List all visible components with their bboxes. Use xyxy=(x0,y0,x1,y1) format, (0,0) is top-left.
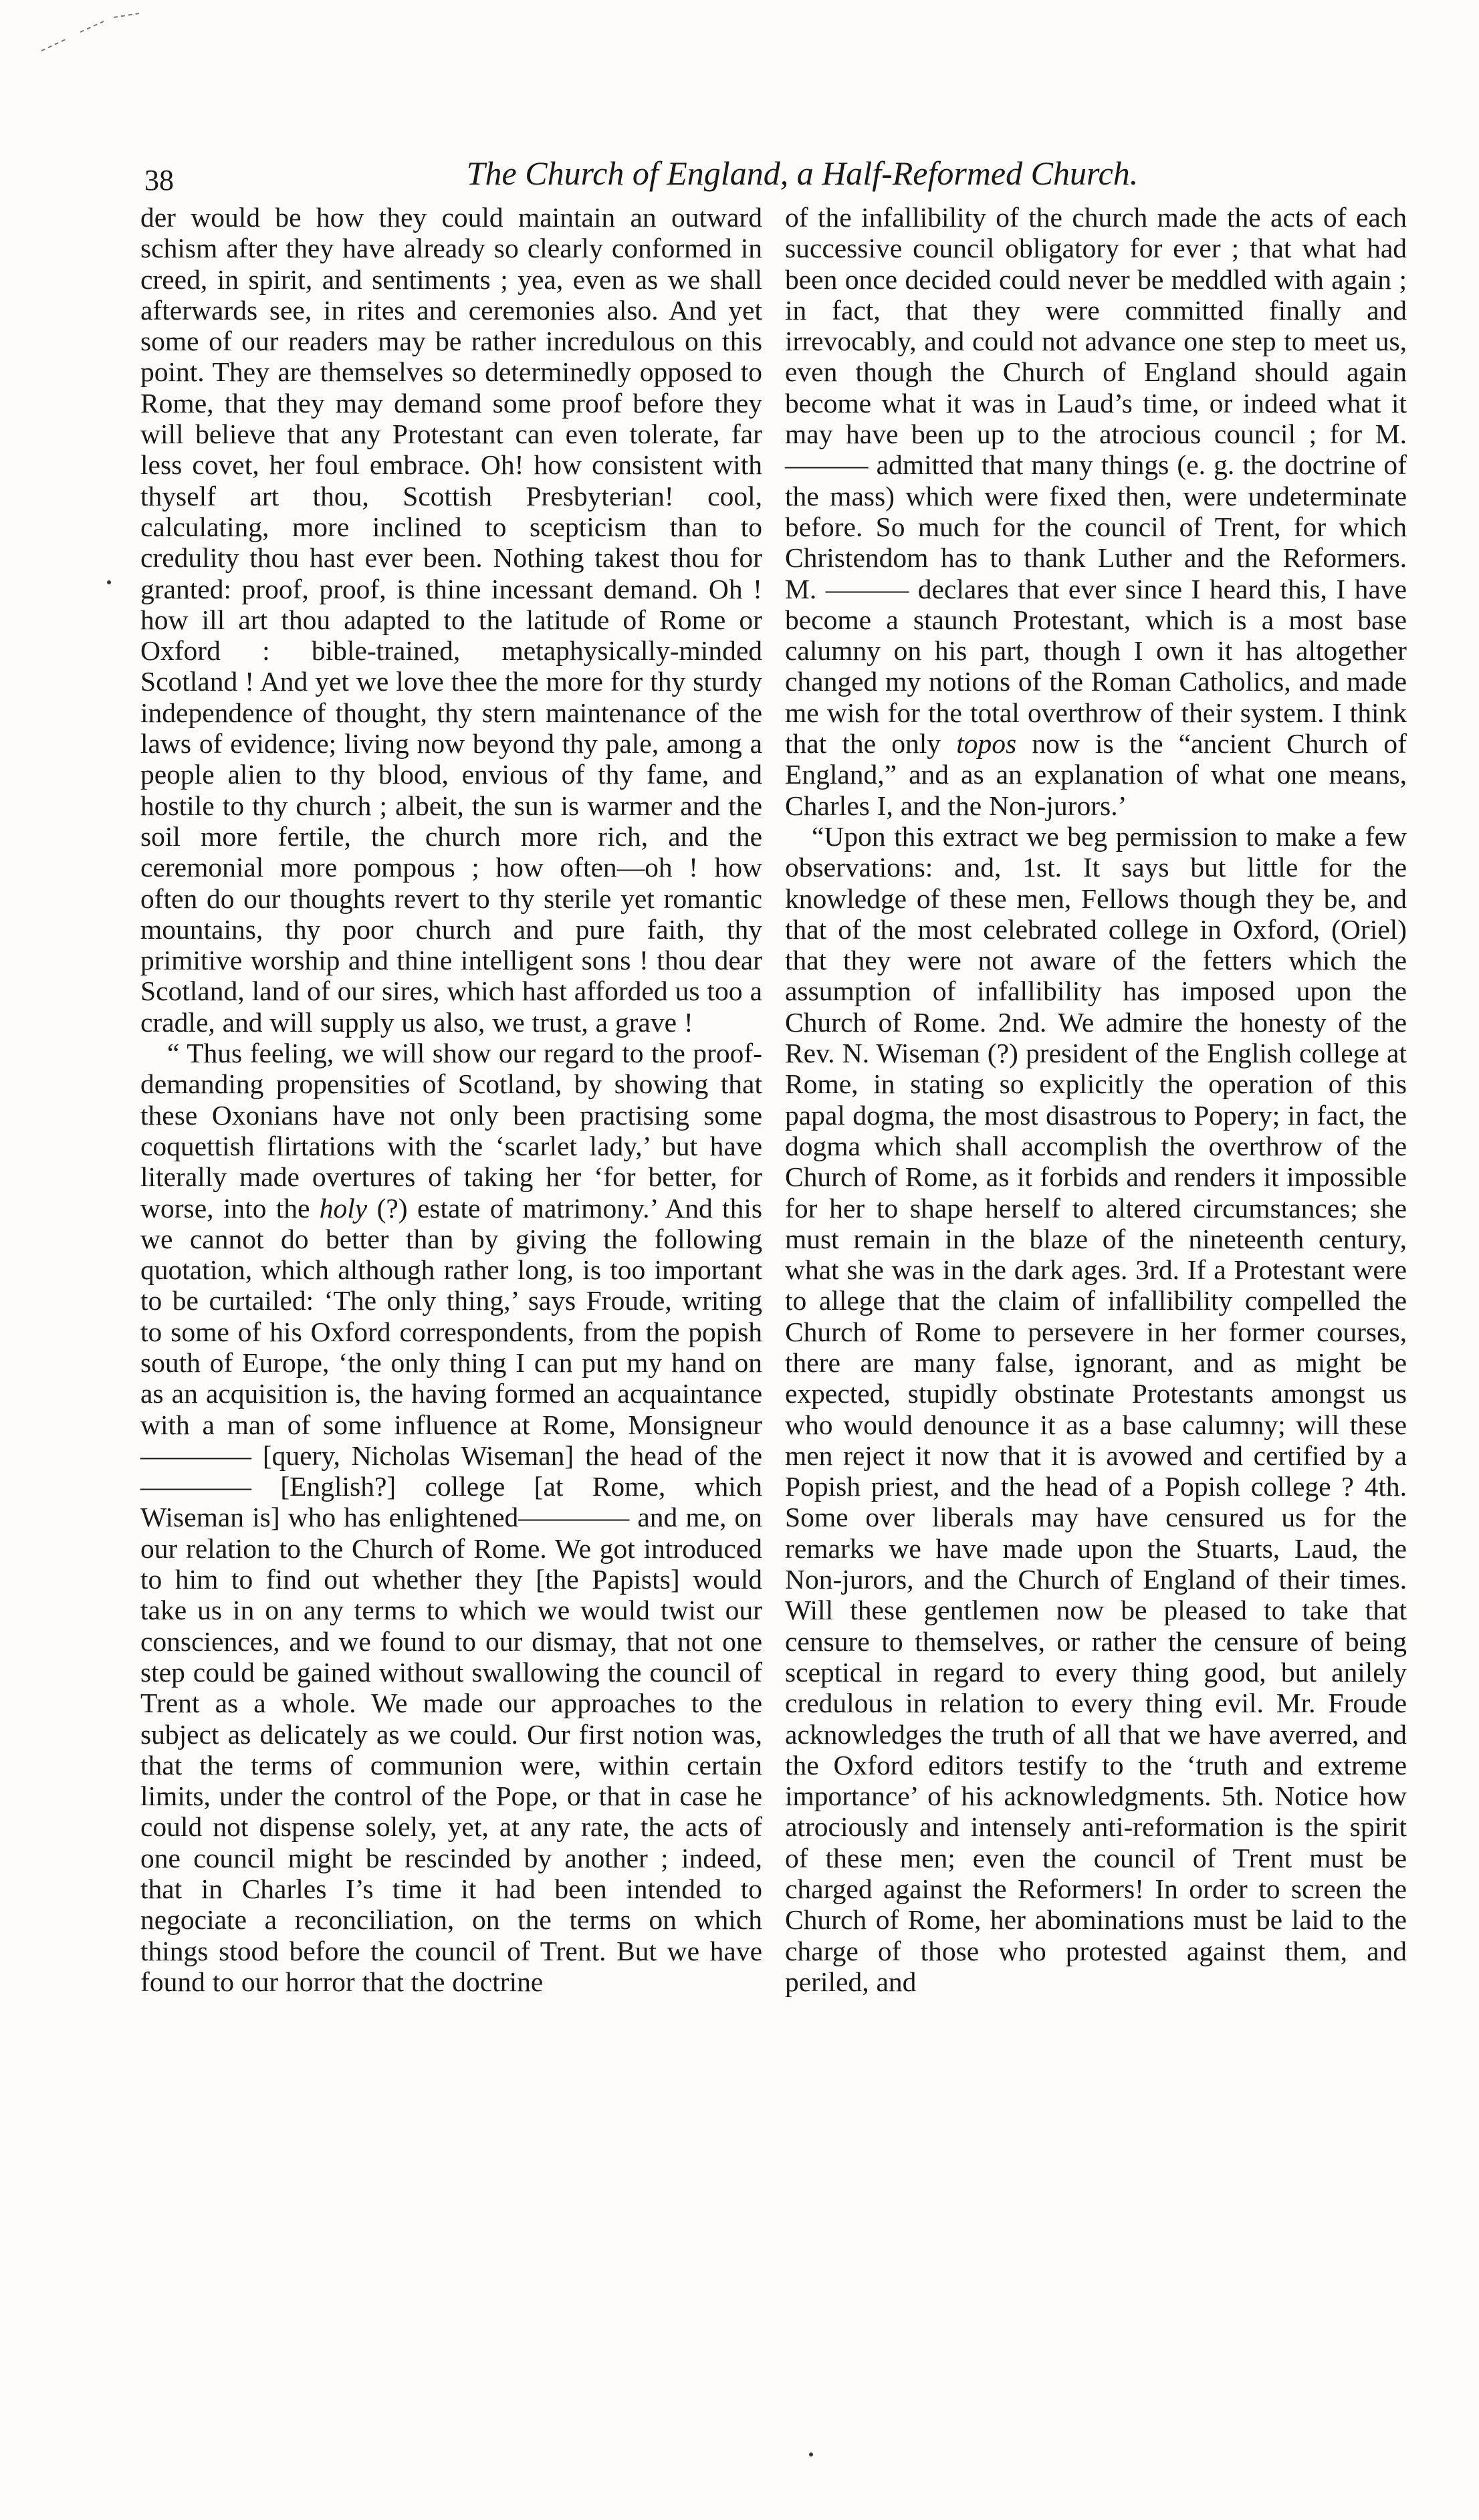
bottom-speck xyxy=(809,2452,813,2456)
right-column xyxy=(785,202,1407,1997)
right-paragraph-1-text-b: now is the “ancient Church of England,” and as an explanation of what one means, Charles I, and the Non-jurors.’ xyxy=(785,728,1407,821)
left-paragraph-2-italic-holy: holy xyxy=(319,1192,368,1224)
left-column xyxy=(140,202,762,1997)
left-paragraph-2-text-b: (?) estate of matrimony.’ And this we cannot do better than by giving the following quotation, which although rather long, is too important to be curtailed: ‘The only thing,’ says Froude, writing to some of his Oxford correspondents, from the popish south of Europe, ‘the only thing I can put my hand on as an acquisition is, the having formed an acquaintance with a man of some influence at Rome, Monsigneur———— [query, Nicholas Wiseman] the head of the———— [English?] college [at Rome, which Wiseman is] who has enlightened———— and me, on our relation to the Church of Rome. We got introduced to him to find out whether they [the Papists] would take us in on any terms to which we would twist our consciences, and we found to our dismay, that not one step could be gained without swallowing the council of Trent as a whole. We made our approaches to the subject as delicately as we could. Our first notion was, that the terms of communion were, within certain limits, under the control of the Pope, or that in case he could not dispense solely, yet, at any rate, the acts of one council might be rescinded by another ; indeed, that in Charles I’s time it had been intended to negociate a reconciliation, on the terms on which things stood before the council of Trent. But we have found to our horror that the doctrine xyxy=(140,1192,763,1997)
running-head: The Church of England, a Half-Reformed Church. xyxy=(466,154,1139,192)
stray-pen-mark xyxy=(40,12,140,52)
left-paragraph-2 xyxy=(140,1038,762,1997)
left-paragraph-2-text-a: “ Thus feeling, we will show our regard to the proof-demanding propensities of Scotland, by showing that these Oxonians have not only been practising some coquettish flirtations with the ‘scarlet lady,’ but have literally made overtures of taking her ‘for better, for worse, into the xyxy=(140,1038,762,1224)
right-paragraph-1-text-a: of the infallibility of the church made the acts of each successive council obligatory for ever ; that what had been once decided could never be meddled with again ; in fact, that they were committed finally and irrevocably, and could not advance one step to meet us, even though the Church of England should again become what it was in Laud’s time, or indeed what it may have been up to the atrocious council ; for M. ——— admitted that many things (e. g. the doctrine of the mass) which were fixed then, were undeterminate before. So much for the council of Trent, for which Christendom has to thank Luther and the Reformers. M. ——— declares that ever since I heard this, I have become a staunch Protestant, which is a most base calumny on his part, though I own it has altogether changed my notions of the Roman Catholics, and made me wish for the total overthrow of their system. I think that the only xyxy=(785,202,1407,760)
left-paragraph-1: der would be how they could maintain an outward schism after they have already so clearly conformed in creed, in spirit, and sentiments ; yea, even as we shall afterwards see, in rites and ceremonies also. And yet some of our readers may be rather incredulous on this point. They are themselves so determinedly opposed to Rome, that they may demand some proof before they will believe that any Protestant can even tolerate, far less covet, her foul embrace. Oh! how consistent with thyself art thou, Scottish Presbyterian! cool, calculating, more inclined to scepticism than to credulity thou hast ever been. Nothing takest thou for granted: proof, proof, is thine incessant demand. Oh ! how ill art thou adapted to the latitude of Rome or Oxford : bible-trained, metaphysically-minded Scotland ! And yet we love thee the more for thy sturdy independence of thought, thy stern maintenance of the laws of evidence; living now beyond thy pale, among a people alien to thy blood, envious of thy fame, and hostile to thy church ; albeit, the sun is warmer and the soil more fertile, the church more rich, and the ceremonial more pompous ; how often—oh ! how often do our thoughts revert to thy sterile yet romantic mountains, thy poor church and pure faith, thy primitive worship and thine intelligent sons ! thou dear Scotland, land of our sires, which hast afforded us too a cradle, and will supply us also, we trust, a grave ! xyxy=(140,202,762,1038)
margin-speck xyxy=(107,580,111,584)
right-paragraph-2: “Upon this extract we beg permission to make a few observations: and, 1st. It says but little for the knowledge of these men, Fellows though they be, and that of the most celebrated college in Oxford, (Oriel) that they were not aware of the fetters which the assumption of infallibility has imposed upon the Church of Rome. 2nd. We admire the honesty of the Rev. N. Wiseman (?) president of the English college at Rome, in stating so explicitly the operation of this papal dogma, the most disastrous to Popery; in fact, the dogma which shall accomplish the overthrow of the Church of Rome, as it forbids and renders it impossible for her to shape herself to altered circumstances; she must remain in the blaze of the nineteenth century, what she was in the dark ages. 3rd. If a Protestant were to allege that the claim of infallibility compelled the Church of Rome to persevere in her former courses, there are many false, ignorant, and as might be expected, stupidly obstinate Protestants amongst us who would denounce it as a base calumny; will these men reject it now that it is avowed and certified by a Popish priest, and the head of a Popish college ? 4th. Some over liberals may have censured us for the remarks we have made upon the Stuarts, Laud, the Non-jurors, and the Church of England of their times. Will these gentlemen now be pleased to take that censure to themselves, or rather the censure of being sceptical in regard to every thing good, but anilely credulous in relation to every thing evil. Mr. Froude acknowledges the truth of all that we have averred, and the Oxford editors testify to the ‘truth and extreme importance’ of his acknowledgments. 5th. Notice how atrociously and intensely anti-reformation is the spirit of these men; even the council of Trent must be charged against the Reformers! In order to screen the Church of Rome, her abominations must be laid to the charge of those who protested against them, and periled, and xyxy=(785,820,1407,1997)
page-number: 38 xyxy=(144,164,174,197)
right-paragraph-1-italic-topos: topos xyxy=(956,728,1017,760)
right-paragraph-1 xyxy=(785,202,1407,821)
